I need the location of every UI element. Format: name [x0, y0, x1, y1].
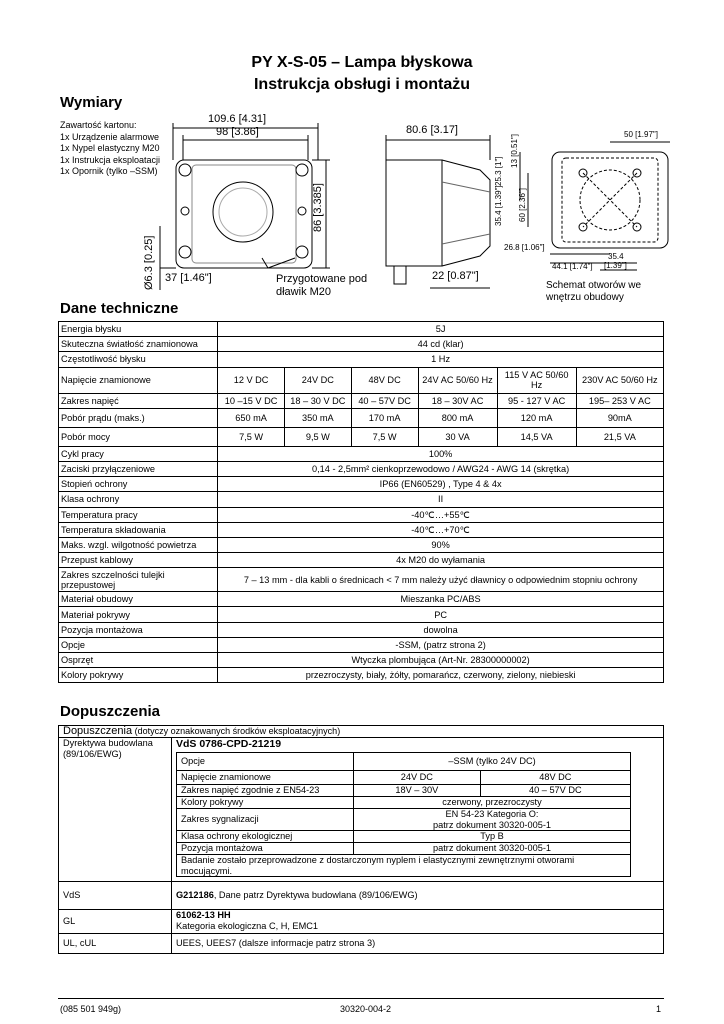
- page-subtitle: Instrukcja obsługi i montażu: [253, 76, 471, 93]
- table-row: [177, 809, 631, 831]
- gl-number: 61062-13 HH: [176, 910, 231, 920]
- back-caption: [546, 280, 641, 304]
- contents-line: Zawartość kartonu:: [60, 120, 137, 130]
- gland-label-line: Przygotowane pod: [276, 273, 368, 285]
- row-label: Kolory pokrywy: [59, 668, 218, 683]
- row-label: Klasa ochrony ekologicznej: [177, 831, 354, 843]
- row-value: PC: [218, 607, 664, 622]
- table-row: [59, 668, 664, 683]
- row-value: Typ B: [354, 831, 631, 843]
- gl-text: Kategoria ekologiczna C, H, EMC1: [176, 921, 318, 931]
- table-row: [59, 427, 664, 446]
- tech-heading: Dane techniczne: [60, 300, 179, 317]
- voltage-cell: 48V DC: [351, 367, 418, 393]
- table-row: [59, 738, 664, 882]
- row-value: 4x M20 do wyłamania: [218, 553, 664, 568]
- table-row: [59, 492, 664, 507]
- table-row: [59, 637, 664, 652]
- table-row: [59, 507, 664, 522]
- dim-back-6: 26.8 [1.06"]: [504, 243, 545, 252]
- range-cell: 95 - 127 V AC: [497, 393, 576, 408]
- row-value: 48V DC: [480, 771, 630, 785]
- table-row: [59, 322, 664, 337]
- row-value: patrz dokument 30320-005-1: [354, 843, 631, 855]
- row-value: -SSM, (patrz strona 2): [218, 637, 664, 652]
- table-row: [59, 352, 664, 367]
- table-row: [59, 367, 664, 393]
- tech-table: [58, 321, 664, 683]
- row-value: 90%: [218, 537, 664, 552]
- row-value: 1 Hz: [218, 352, 664, 367]
- gland-label: [276, 273, 367, 299]
- table-row: [59, 622, 664, 637]
- row-label: Maks. wzgl. wilgotność powietrza: [59, 537, 218, 552]
- table-row: [59, 477, 664, 492]
- page-title: PY X-S-05 – Lampa błyskowa: [251, 54, 473, 71]
- approvals-heading: Dopuszczenia: [60, 703, 161, 720]
- vds-label: VdS: [59, 882, 172, 910]
- current-cell: 350 mA: [284, 408, 351, 427]
- dim-back-5: 60 [2.36"]: [518, 188, 527, 222]
- cert-details-table: [176, 752, 631, 877]
- side-view-drawing: [386, 135, 490, 288]
- power-cell: 14,5 VA: [497, 427, 576, 446]
- gl-label: GL: [59, 910, 172, 934]
- row-label: Temperatura składowania: [59, 522, 218, 537]
- row-label: Temperatura pracy: [59, 507, 218, 522]
- row-label: Zakres napięć zgodnie z EN54-23: [177, 785, 354, 797]
- row-value: 40 – 57V DC: [480, 785, 630, 797]
- dim-side-bottom: 22 [0.87"]: [432, 270, 479, 282]
- dimensions-heading: Wymiary: [60, 94, 123, 111]
- directive-label: Dyrektywa budowlana (89/106/EWG): [59, 738, 172, 882]
- dim-front-width-inner: 98 [3.86]: [216, 126, 259, 138]
- cert-number: VdS 0786-CPD-21219: [176, 738, 282, 750]
- row-label: Napięcie znamionowe: [177, 771, 354, 785]
- voltage-cell: 24V AC 50/60 Hz: [418, 367, 497, 393]
- footer-left: (085 501 949g): [60, 1004, 122, 1014]
- voltage-cell: 115 V AC 50/60 Hz: [497, 367, 576, 393]
- dimension-drawings: [0, 0, 724, 320]
- row-value: 18V – 30V: [354, 785, 481, 797]
- range-cell: 195– 253 V AC: [576, 393, 663, 408]
- table-row: [59, 553, 664, 568]
- dim-back-9: [1.39"]: [604, 261, 627, 270]
- power-cell: 21,5 VA: [576, 427, 663, 446]
- contents-line: 1x Nypel elastyczny M20: [60, 143, 160, 153]
- dim-back-2: 13 [0.51"]: [510, 134, 519, 168]
- table-row: [177, 843, 631, 855]
- dim-front-hole: Ø6.3 [0.25]: [143, 235, 155, 290]
- dim-side-depth: 80.6 [3.17]: [406, 124, 458, 136]
- table-row: [177, 797, 631, 809]
- table-row: [59, 653, 664, 668]
- contents-line: 1x Opornik (tylko –SSM): [60, 166, 158, 176]
- row-label: Przepust kablowy: [59, 553, 218, 568]
- contents-line: 1x Urządzenie alarmowe: [60, 131, 160, 142]
- table-row: [59, 446, 664, 461]
- table-row: [59, 882, 664, 910]
- dim-back-3: 25.3 [1"]: [494, 156, 503, 186]
- row-label: Materiał obudowy: [59, 592, 218, 607]
- dim-back-8: 35.4: [608, 252, 624, 261]
- gl-value: [172, 910, 664, 934]
- vds-text: , Dane patrz Dyrektywa budowlana (89/106/EWG): [213, 890, 418, 900]
- current-cell: 800 mA: [418, 408, 497, 427]
- power-cell: 30 VA: [418, 427, 497, 446]
- row-value: przezroczysty, biały, żółty, pomarańcz, czerwony, zielony, niebieski: [218, 668, 664, 683]
- power-cell: 7,5 W: [218, 427, 285, 446]
- vds-value: [172, 882, 664, 910]
- row-label: Klasa ochrony: [59, 492, 218, 507]
- approvals-table: [58, 725, 664, 954]
- row-value: –SSM (tylko 24V DC): [354, 753, 631, 771]
- gland-label-line: dławik M20: [276, 286, 332, 298]
- table-row: [59, 910, 664, 934]
- row-label: Pozycja montażowa: [177, 843, 354, 855]
- table-row: [59, 393, 664, 408]
- row-label: Opcje: [59, 637, 218, 652]
- row-label: Materiał pokrywy: [59, 607, 218, 622]
- range-cell: 40 – 57V DC: [351, 393, 418, 408]
- range-cell: 10 –15 V DC: [218, 393, 285, 408]
- current-cell: 90mA: [576, 408, 663, 427]
- row-value: 44 cd (klar): [218, 337, 664, 352]
- row-label: Pozycja montażowa: [59, 622, 218, 637]
- current-cell: 120 mA: [497, 408, 576, 427]
- approvals-header: [59, 726, 664, 738]
- row-label: Kolory pokrywy: [177, 797, 354, 809]
- row-value-line: EN 54-23 Kategoria O:: [445, 809, 539, 819]
- table-row: [59, 461, 664, 476]
- table-row: [177, 785, 631, 797]
- table-row: [59, 934, 664, 954]
- dim-back-7: 44.1 [1.74"]: [552, 262, 593, 271]
- table-row: [59, 408, 664, 427]
- row-value: czerwony, przezroczysty: [354, 797, 631, 809]
- table-row: [59, 592, 664, 607]
- row-label: Zakres szczelności tulejki przepustowej: [59, 568, 218, 592]
- row-label: Stopień ochrony: [59, 477, 218, 492]
- range-cell: 18 – 30V AC: [418, 393, 497, 408]
- row-label: Zaciski przyłączeniowe: [59, 461, 218, 476]
- row-value: IP66 (EN60529) , Type 4 & 4x: [218, 477, 664, 492]
- row-value: 5J: [218, 322, 664, 337]
- table-row: [177, 831, 631, 843]
- row-value: [354, 809, 631, 831]
- footer-page-number: 1: [656, 1004, 662, 1014]
- row-label: Cykl pracy: [59, 446, 218, 461]
- table-row: [59, 568, 664, 592]
- row-label: Opcje: [177, 753, 354, 771]
- table-row: [59, 337, 664, 352]
- row-label: Osprzęt: [59, 653, 218, 668]
- row-value: Mieszanka PC/ABS: [218, 592, 664, 607]
- footer-rule: [58, 998, 664, 999]
- back-caption-line: Schemat otworów we: [546, 280, 642, 291]
- ul-value: UEES, UEES7 (dalsze informacje patrz strona 3): [172, 934, 664, 954]
- table-row: [177, 753, 631, 771]
- dim-back-4: 35.4 [1.39"]: [494, 185, 503, 226]
- current-cell: 170 mA: [351, 408, 418, 427]
- row-value: 0,14 - 2,5mm² cienkoprzewodowo / AWG24 - AWG 14 (skrętka): [218, 461, 664, 476]
- range-cell: 18 – 30 V DC: [284, 393, 351, 408]
- row-value: -40℃…+55℃: [218, 507, 664, 522]
- front-view-drawing: [160, 123, 330, 290]
- voltage-cell: 12 V DC: [218, 367, 285, 393]
- row-label: Częstotliwość błysku: [59, 352, 218, 367]
- table-row: [177, 771, 631, 785]
- row-value: Wtyczka plombująca (Art-Nr. 28300000002): [218, 653, 664, 668]
- table-row: [59, 726, 664, 738]
- dim-front-bottom: 37 [1.46"]: [165, 272, 212, 284]
- table-row: [59, 537, 664, 552]
- footer-center: 30320-004-2: [340, 1004, 392, 1014]
- directive-content: [172, 738, 664, 882]
- row-value: 100%: [218, 446, 664, 461]
- approvals-header-note: (dotyczy oznakowanych środków eksploatacyjnych): [132, 726, 341, 736]
- voltage-cell: 230V AC 50/60 Hz: [576, 367, 663, 393]
- voltage-cell: 24V DC: [284, 367, 351, 393]
- test-note: Badanie zostało przeprowadzone z dostarczonym nyplem i elastycznymi zewnętrznymi otworami mocującymi.: [177, 855, 631, 877]
- vds-number: G212186: [176, 890, 214, 900]
- row-label: Zakres sygnalizacji: [177, 809, 354, 831]
- power-cell: 9,5 W: [284, 427, 351, 446]
- current-cell: 650 mA: [218, 408, 285, 427]
- table-row: [177, 855, 631, 877]
- back-caption-line: wnętrzu obudowy: [546, 292, 624, 303]
- row-value-line: patrz dokument 30320-005-1: [433, 819, 551, 830]
- row-value: -40℃…+70℃: [218, 522, 664, 537]
- row-label: Pobór prądu (maks.): [59, 408, 218, 427]
- row-value: II: [218, 492, 664, 507]
- row-label: Napięcie znamionowe: [59, 367, 218, 393]
- dim-front-width-outer: 109.6 [4.31]: [208, 113, 267, 125]
- row-label: Zakres napięć: [59, 393, 218, 408]
- row-label: Skuteczna światłość znamionowa: [59, 337, 218, 352]
- ul-label: UL, cUL: [59, 934, 172, 954]
- power-cell: 7,5 W: [351, 427, 418, 446]
- approvals-header-main: Dopuszczenia: [63, 725, 133, 737]
- row-label: Energia błysku: [59, 322, 218, 337]
- dim-back-1: 50 [1.97"]: [624, 130, 658, 139]
- table-row: [59, 522, 664, 537]
- dim-front-height: 86 [3.385]: [312, 183, 324, 232]
- row-value: 7 – 13 mm - dla kabli o średnicach < 7 mm należy użyć dławnicy o odpowiednim stopniu ochrony: [218, 568, 664, 592]
- row-value: 24V DC: [354, 771, 481, 785]
- table-row: [59, 607, 664, 622]
- row-value: dowolna: [218, 622, 664, 637]
- contents-line: 1x Instrukcja eksploatacji: [60, 154, 161, 165]
- row-label: Pobór mocy: [59, 427, 218, 446]
